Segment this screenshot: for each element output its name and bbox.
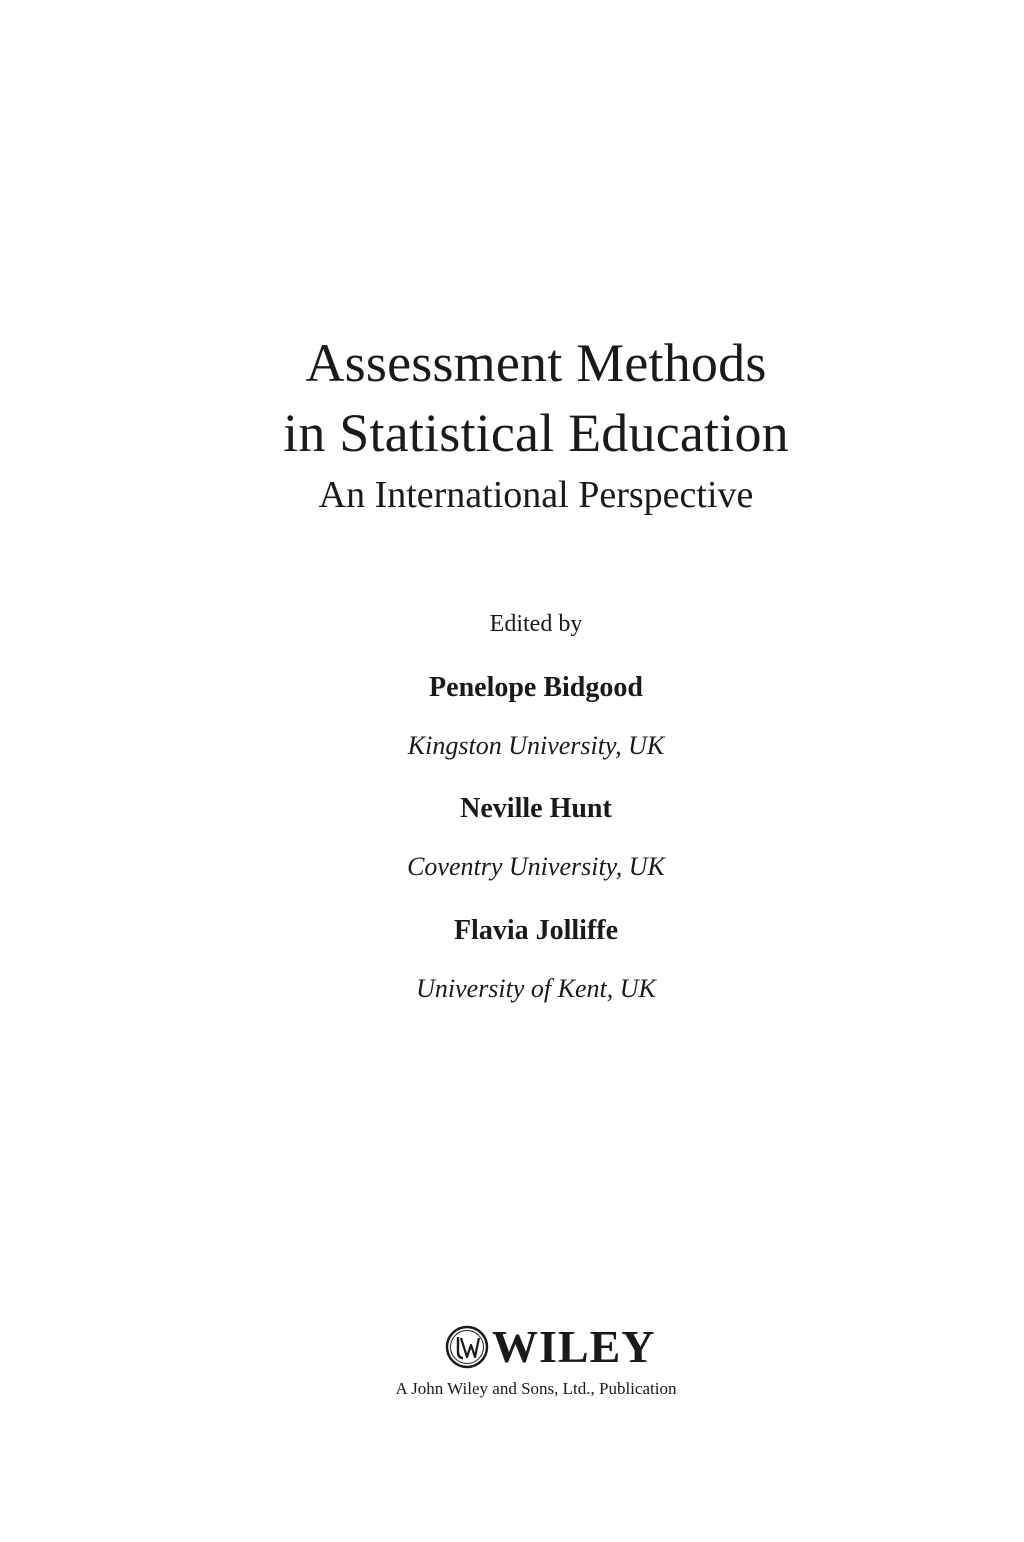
book-title-line-1: Assessment Methods — [305, 333, 767, 393]
editor-affiliation: Kingston University, UK — [407, 731, 665, 760]
publisher-line: A John Wiley and Sons, Ltd., Publication — [395, 1379, 677, 1398]
book-subtitle: An International Perspective — [318, 474, 754, 516]
book-title-line-2: in Statistical Education — [283, 403, 789, 463]
editor-affiliation: Coventry University, UK — [407, 852, 665, 881]
wiley-logo-icon — [444, 1324, 490, 1370]
publisher-logo-word: WILEY — [492, 1321, 656, 1372]
publisher-logo — [444, 1322, 655, 1372]
editor-name: Penelope Bidgood — [429, 672, 643, 703]
edited-by-label: Edited by — [489, 611, 583, 637]
editor-name: Flavia Jolliffe — [453, 915, 619, 946]
editor-name: Neville Hunt — [460, 793, 612, 824]
editor-affiliation: University of Kent, UK — [416, 974, 656, 1003]
